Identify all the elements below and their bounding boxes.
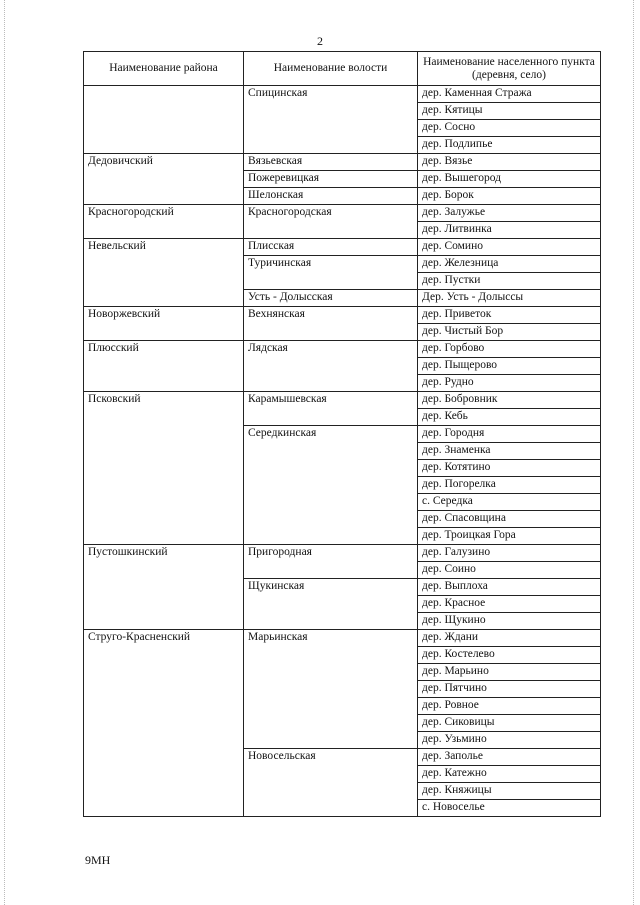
settlement-cell: дер. Подлипье: [418, 137, 601, 154]
district-cell: Плюсский: [84, 341, 244, 392]
table-header-row: [84, 52, 601, 86]
district-cell: Красногородский: [84, 205, 244, 239]
settlement-cell: дер. Щукино: [418, 613, 601, 630]
settlement-cell: дер. Сиковицы: [418, 715, 601, 732]
district-cell: [84, 86, 244, 154]
volost-cell: Карамышевская: [244, 392, 418, 426]
settlement-cell: дер. Чистый Бор: [418, 324, 601, 341]
settlement-cell: дер. Борок: [418, 188, 601, 205]
settlement-cell: дер. Соино: [418, 562, 601, 579]
settlement-cell: дер. Железница: [418, 256, 601, 273]
volost-cell: Щукинская: [244, 579, 418, 630]
settlement-cell: дер. Выплоха: [418, 579, 601, 596]
volost-cell: Красногородская: [244, 205, 418, 239]
table-row: [84, 630, 601, 647]
header-volost: Наименование волости: [244, 52, 418, 86]
settlement-cell: дер. Горбово: [418, 341, 601, 358]
volost-cell: Новосельская: [244, 749, 418, 817]
volost-cell: Пожеревицкая: [244, 171, 418, 188]
settlement-cell: дер. Марьино: [418, 664, 601, 681]
settlement-cell: дер. Приветок: [418, 307, 601, 324]
scan-edge-left: [4, 0, 7, 905]
settlement-cell: дер. Бобровник: [418, 392, 601, 409]
volost-cell: Пригородная: [244, 545, 418, 579]
volost-cell: Усть - Долысская: [244, 290, 418, 307]
volost-cell: Вязьевская: [244, 154, 418, 171]
table-body: [84, 86, 601, 817]
settlement-cell: дер. Вязье: [418, 154, 601, 171]
settlement-cell: дер. Ровное: [418, 698, 601, 715]
settlement-cell: дер. Каменная Стража: [418, 86, 601, 103]
table-row: [84, 239, 601, 256]
volost-cell: Лядская: [244, 341, 418, 392]
volost-cell: Туричинская: [244, 256, 418, 290]
header-settlement: Наименование населенного пункта (деревня, село): [418, 52, 601, 86]
district-cell: Невельский: [84, 239, 244, 307]
settlement-cell: дер. Пятчино: [418, 681, 601, 698]
settlement-cell: дер. Литвинка: [418, 222, 601, 239]
district-cell: Новоржевский: [84, 307, 244, 341]
settlement-cell: дер. Заполье: [418, 749, 601, 766]
settlement-cell: с. Новоселье: [418, 800, 601, 817]
settlement-cell: дер. Узьмино: [418, 732, 601, 749]
scan-edge-right: [633, 0, 636, 905]
settlement-cell: дер. Ждани: [418, 630, 601, 647]
settlement-cell: Дер. Усть - Долыссы: [418, 290, 601, 307]
volost-cell: Спицинская: [244, 86, 418, 154]
volost-cell: Шелонская: [244, 188, 418, 205]
settlement-cell: дер. Кятицы: [418, 103, 601, 120]
settlement-cell: дер. Вышегород: [418, 171, 601, 188]
settlement-cell: дер. Погорелка: [418, 477, 601, 494]
district-cell: Струго-Красненский: [84, 630, 244, 817]
settlement-cell: дер. Котятино: [418, 460, 601, 477]
volost-cell: Плисская: [244, 239, 418, 256]
settlement-cell: дер. Пустки: [418, 273, 601, 290]
volost-cell: Вехнянская: [244, 307, 418, 341]
settlement-cell: дер. Рудно: [418, 375, 601, 392]
district-cell: Дедовичский: [84, 154, 244, 205]
settlement-cell: дер. Сосно: [418, 120, 601, 137]
settlement-cell: дер. Костелево: [418, 647, 601, 664]
table-row: [84, 341, 601, 358]
settlement-cell: дер. Красное: [418, 596, 601, 613]
page-number: 2: [317, 34, 323, 48]
settlement-cell: дер. Пыщерово: [418, 358, 601, 375]
district-cell: Псковский: [84, 392, 244, 545]
table-row: [84, 154, 601, 171]
table-row: [84, 307, 601, 324]
table-row: [84, 545, 601, 562]
settlement-cell: дер. Княжицы: [418, 783, 601, 800]
volost-cell: Марьинская: [244, 630, 418, 749]
table-row: [84, 392, 601, 409]
settlement-cell: дер. Залужье: [418, 205, 601, 222]
table-row: [84, 205, 601, 222]
settlement-cell: дер. Сомино: [418, 239, 601, 256]
settlement-cell: с. Середка: [418, 494, 601, 511]
settlement-cell: дер. Знаменка: [418, 443, 601, 460]
header-district: Наименование района: [84, 52, 244, 86]
settlements-table: [83, 51, 601, 817]
table-row: [84, 86, 601, 103]
footer-code: 9МН: [85, 853, 111, 867]
volost-cell: Середкинская: [244, 426, 418, 545]
settlement-cell: дер. Городня: [418, 426, 601, 443]
settlement-cell: дер. Троицкая Гора: [418, 528, 601, 545]
settlement-cell: дер. Кебь: [418, 409, 601, 426]
settlement-cell: дер. Катежно: [418, 766, 601, 783]
settlement-cell: дер. Спасовщина: [418, 511, 601, 528]
district-cell: Пустошкинский: [84, 545, 244, 630]
settlement-cell: дер. Галузино: [418, 545, 601, 562]
